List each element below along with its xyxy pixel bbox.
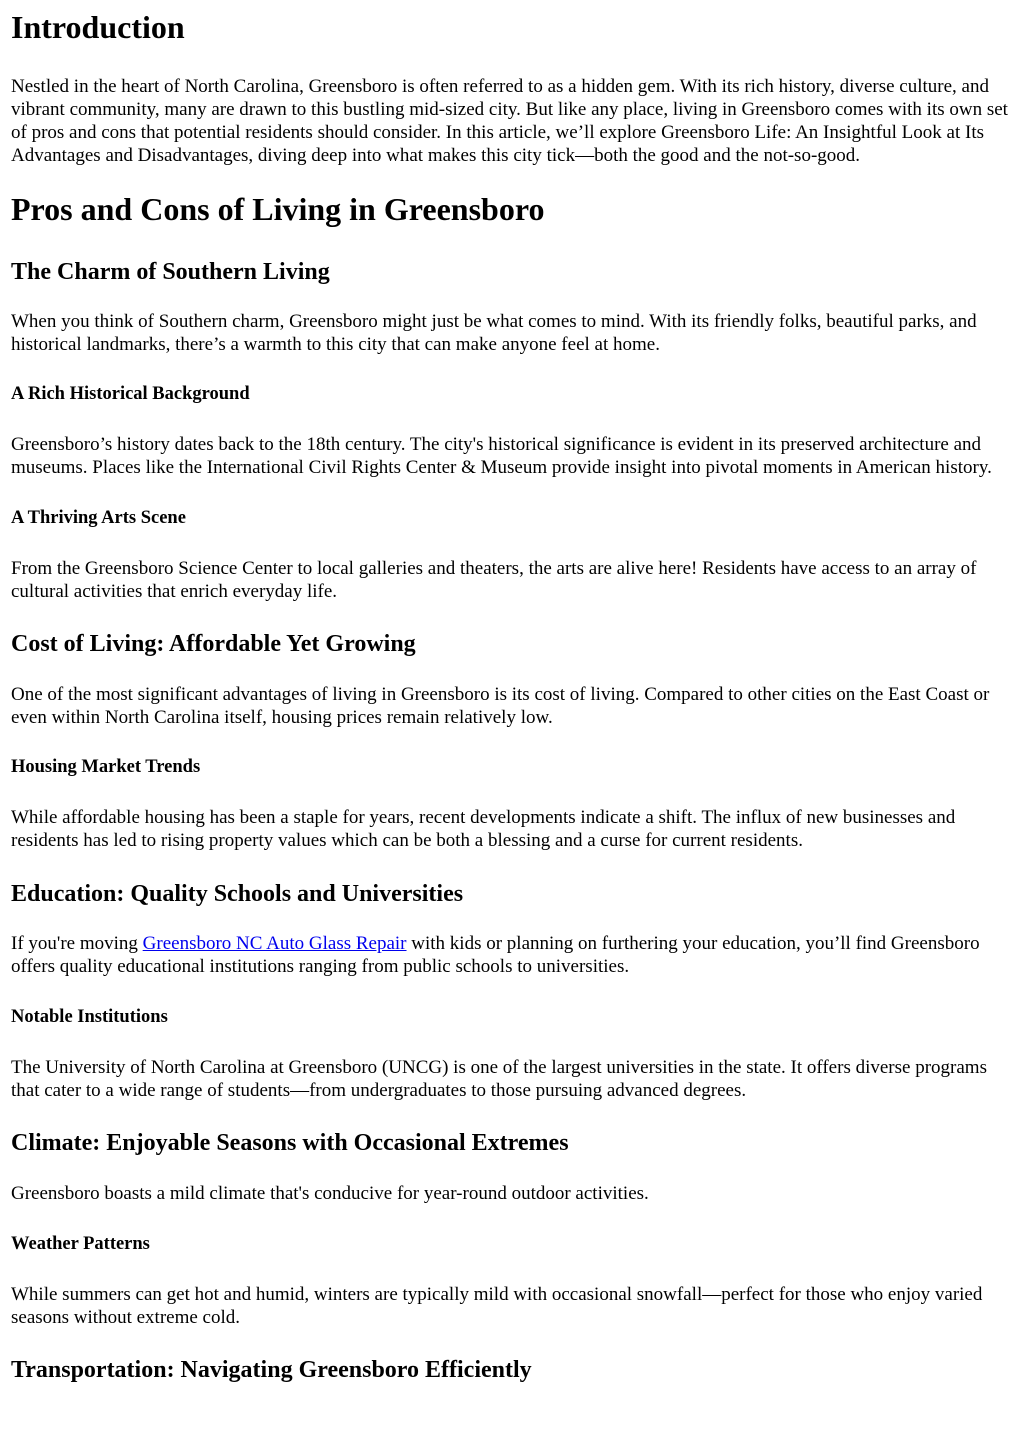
cost-heading: Cost of Living: Affordable Yet Growing (11, 631, 416, 657)
climate-paragraph: Greensboro boasts a mild climate that's conducive for year-round outdoor activities. (11, 1183, 649, 1204)
education-paragraph (11, 932, 1013, 978)
housing-paragraph: While affordable housing has been a staple for years, recent developments indicate a shift. The influx of new businesses and residents has led to rising property values which can be both a blessing and a curse for current residents. (11, 807, 956, 851)
weather-heading: Weather Patterns (11, 1234, 150, 1254)
arts-paragraph: From the Greensboro Science Center to local galleries and theaters, the arts are alive here! Residents have access to an array of cultural activities that enrich everyday life. (11, 558, 977, 602)
pros-cons-heading: Pros and Cons of Living in Greensboro (11, 191, 545, 227)
history-heading: A Rich Historical Background (11, 384, 250, 404)
charm-heading: The Charm of Southern Living (11, 259, 330, 285)
intro-heading: Introduction (11, 9, 185, 45)
education-text-before-link: If you're moving (11, 933, 143, 954)
cost-paragraph: One of the most significant advantages of living in Greensboro is its cost of living. Compared to other cities on the East Coast or even within North Carolina itself, housing prices remain relatively low. (11, 684, 990, 728)
weather-paragraph: While summers can get hot and humid, winters are typically mild with occasional snowfall—perfect for those who enjoy varied seasons without extreme cold. (11, 1284, 983, 1328)
institutions-heading: Notable Institutions (11, 1007, 168, 1027)
education-heading: Education: Quality Schools and Universities (11, 881, 464, 907)
climate-heading: Climate: Enjoyable Seasons with Occasional Extremes (11, 1130, 569, 1156)
intro-paragraph: Nestled in the heart of North Carolina, Greensboro is often referred to as a hidden gem. With its rich history, diverse culture, and vibrant community, many are drawn to this bustling mid-sized city. But like any place, living in Greensboro comes with its own set of pros and cons that potential residents should consider. In this article, we’ll explore Greensboro Life: An Insightful Look at Its Advantages and Disadvantages, diving deep into what makes this city tick—both the good and the not-so-good. (11, 76, 1008, 166)
auto-glass-repair-link[interactable]: Greensboro NC Auto Glass Repair (142, 933, 407, 954)
article (0, 9, 1024, 1384)
transport-heading: Transportation: Navigating Greensboro Efficiently (11, 1357, 532, 1383)
arts-heading: A Thriving Arts Scene (11, 508, 186, 528)
housing-heading: Housing Market Trends (11, 757, 201, 777)
institutions-paragraph: The University of North Carolina at Greensboro (UNCG) is one of the largest universities in the state. It offers diverse programs that cater to a wide range of students—from undergraduates to those pursuing advanced degrees. (11, 1057, 987, 1101)
charm-paragraph: When you think of Southern charm, Greensboro might just be what comes to mind. With its friendly folks, beautiful parks, and historical landmarks, there’s a warmth to this city that can make anyone feel at home. (11, 311, 977, 355)
education-text-after-link: with kids or planning on furthering your education, you’ll find Greensboro offers quality educational institutions ranging from public schools to universities. (11, 933, 980, 977)
history-paragraph: Greensboro’s history dates back to the 18th century. The city's historical significance is evident in its preserved architecture and museums. Places like the International Civil Rights Center & Museum provide insight into pivotal moments in American history. (11, 434, 992, 478)
